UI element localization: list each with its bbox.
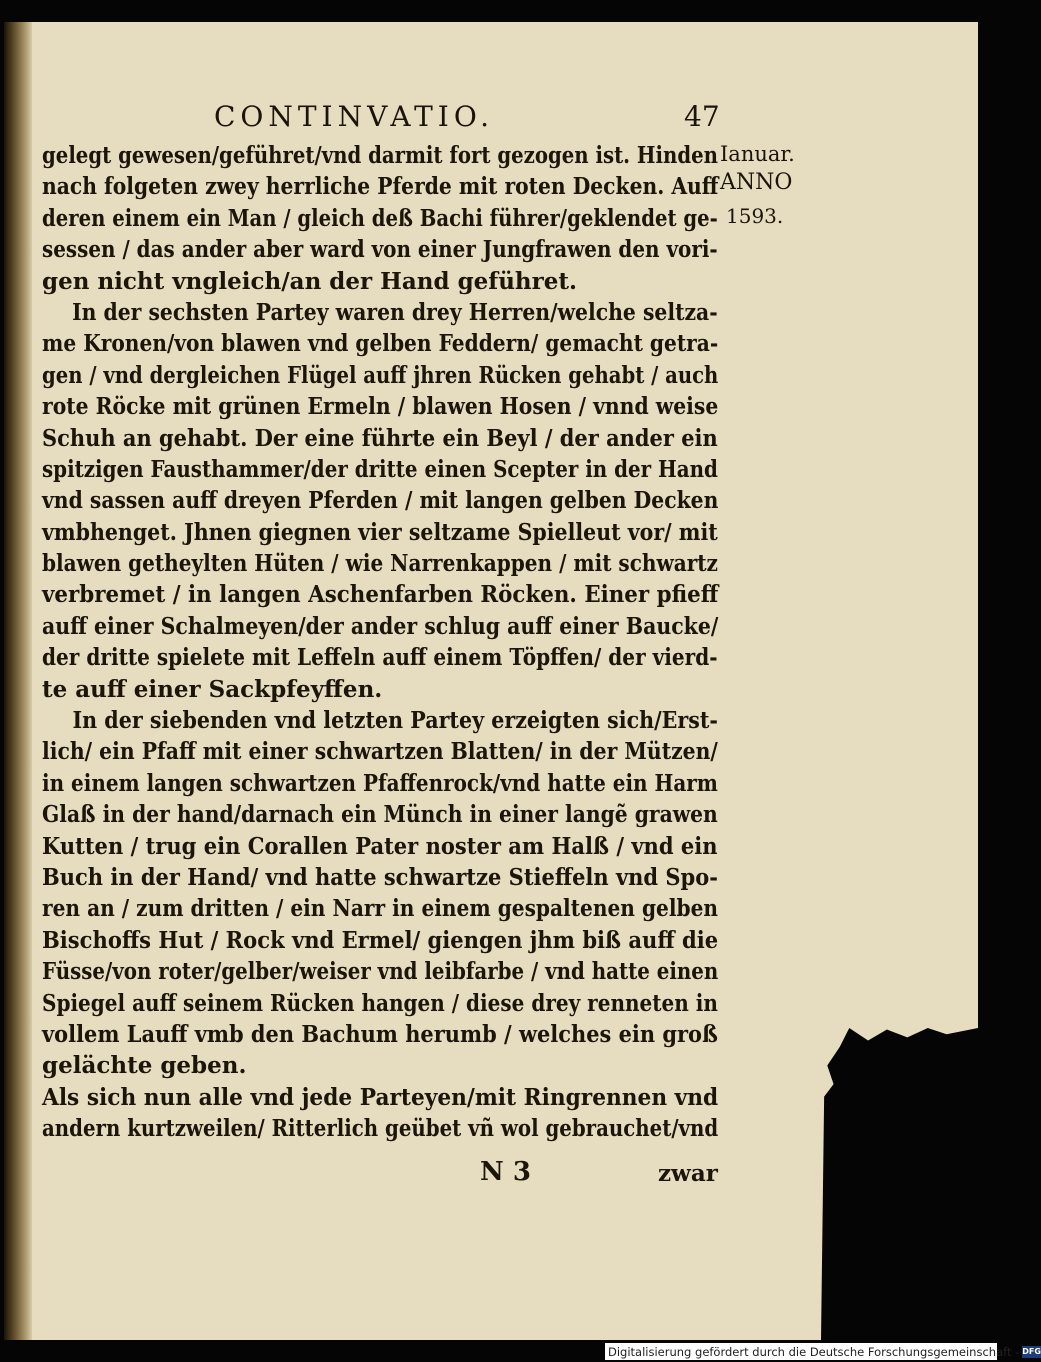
text-line: der dritte spielete mit Leffeln auff einem Töpffen/ der vierd- [42,644,718,672]
margin-note-month: Ianuar. [720,142,795,166]
text-line: andern kurtzweilen/ Ritterlich geübet vñ wol gebrauchet/vnd [42,1115,719,1143]
text-line: vnd sassen auff dreyen Pferden / mit langen gelben Decken [42,487,719,515]
text-line: in einem langen schwartzen Pfaffenrock/vnd hatte ein Harm [42,769,718,797]
text-line: verbremet / in langen Aschenfarben Röcken. Einer pfieff [42,581,719,609]
dfg-logo-icon: DFG [1022,1347,1041,1356]
text-line: Schuh an gehabt. Der eine führte ein Beyl / der ander ein [42,424,718,452]
text-line: vollem Lauff vmb den Bachum herumb / welches ein groß [42,1020,718,1048]
margin-note-year: 1593. [726,204,784,228]
signature-mark: N 3 [480,1157,531,1187]
page-number: 47 [684,100,720,133]
page-gutter-shadow [4,22,32,1340]
text-line: Glaß in der hand/darnach ein Münch in einer langẽ grawen [42,801,718,829]
text-line: auff einer Schalmeyen/der ander schlug auff einer Baucke/ [42,612,719,640]
text-line: vmbhenget. Jhnen giegnen vier seltzame Spielleut vor/ mit [42,518,718,546]
text-line: lich/ ein Pfaff mit einer schwartzen Blatten/ in der Mützen/ [42,738,718,766]
text-line: deren einem ein Man / gleich deß Bachi führer/geklendet ge- [42,204,718,232]
text-line: Bischoffs Hut / Rock vnd Ermel/ giengen jhm biß auff die [42,926,719,954]
text-line: me Kronen/von blawen vnd gelben Feddern/ gemacht getra- [42,330,719,358]
book-page [4,22,978,1340]
footer-credit-text: Digitalisierung gefördert durch die Deutsche Forschungsgemeinschaft - [608,1344,1020,1359]
text-line: rote Röcke mit grünen Ermeln / blawen Hosen / vnnd weise [42,393,719,421]
text-line: gen / vnd dergleichen Flügel auff jhren Rücken gehabt / auch [42,361,719,389]
footer-credit-bar [605,1343,1041,1360]
text-line: Kutten / trug ein Corallen Pater noster am Halß / vnd ein [42,832,718,860]
text-line: ren an / zum dritten / ein Narr in einem gespaltenen gelben [42,895,719,923]
text-line: te auff einer Sackpfeyffen. [42,675,383,703]
text-line: gen nicht vngleich/an der Hand geführet. [42,267,578,295]
text-line: spitzigen Fausthammer/der dritte einen Scepter in der Hand [42,455,718,483]
paragraph-start-line: In der sechsten Partey waren drey Herren/welche seltza- [72,298,718,326]
paragraph-start-line: Als sich nun alle vnd jede Parteyen/mit Ringrennen vnd [42,1083,719,1111]
margin-note-anno: ANNO [720,170,793,195]
text-line: gelächte geben. [42,1052,247,1080]
catchword: zwar [658,1160,718,1187]
text-line: nach folgeten zwey herrliche Pferde mit roten Decken. Auff [42,173,719,201]
text-line: gelegt gewesen/geführet/vnd darmit fort gezogen ist. Hinden [42,142,718,169]
body-text [42,140,718,1145]
text-line: Buch in der Hand/ vnd hatte schwartze Stieffeln vnd Spo- [42,863,718,891]
text-line: blawen getheylten Hüten / wie Narrenkappen / mit schwartz [42,550,718,578]
text-line: Spiegel auff seinem Rücken hangen / diese drey renneten in [42,989,718,1017]
running-title: CONTINVATIO. [214,100,495,133]
torn-corner [821,1028,978,1340]
text-line: Füsse/von roter/gelber/weiser vnd leibfarbe / vnd hatte einen [42,958,719,986]
paragraph-start-line: In der siebenden vnd letzten Partey erzeigten sich/Erst- [72,707,718,735]
text-line: sessen / das ander aber ward von einer Jungfrawen den vori- [42,236,718,264]
